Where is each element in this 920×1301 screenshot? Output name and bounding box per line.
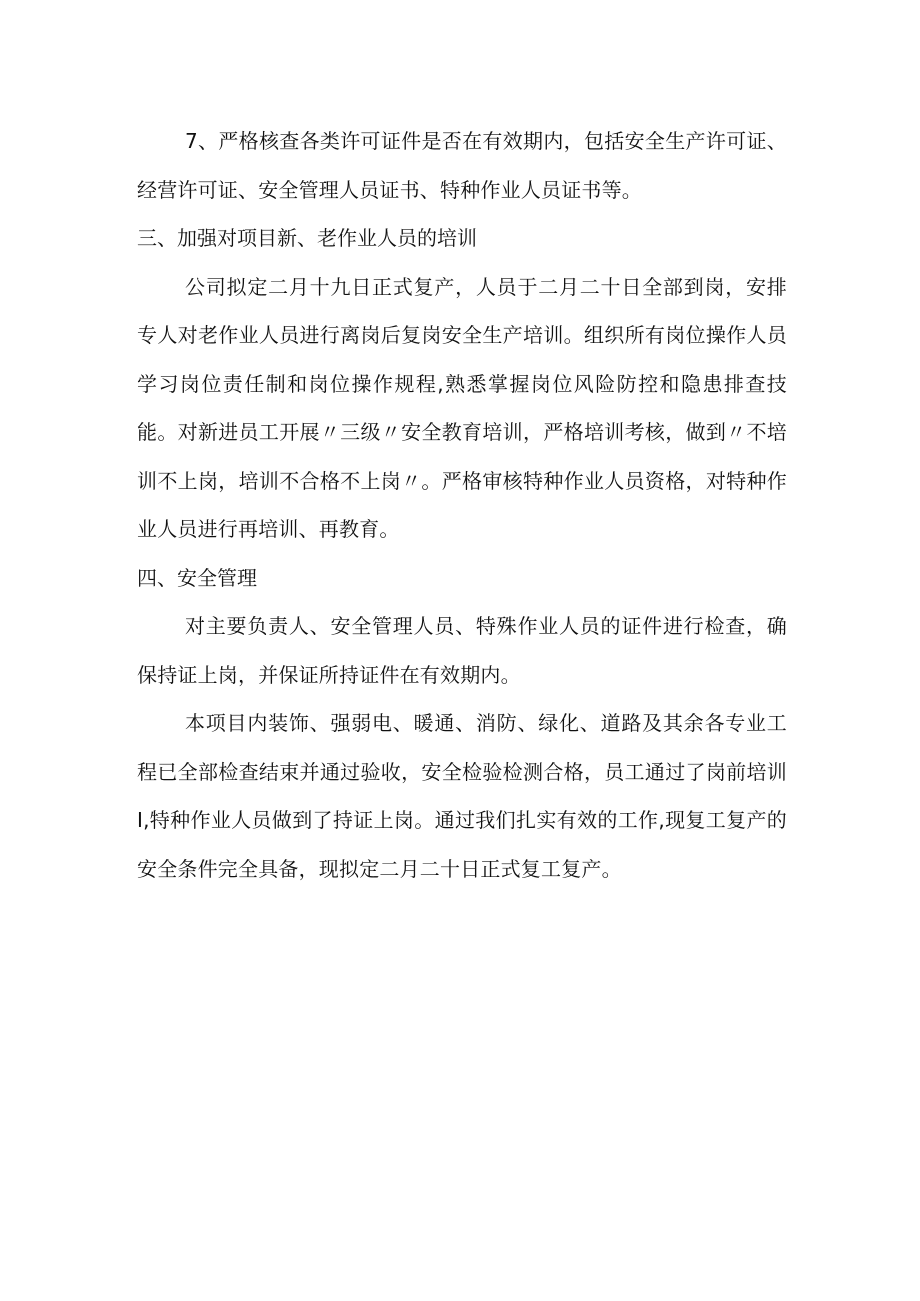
section-heading-training: 三、加强对项目新、老作业人员的培训: [137, 226, 477, 250]
paragraph-training: 公司拟定二月十九日正式复产，人员于二月二十日全部到岗，安排专人对老作业人员进行离岗后复岗安全生产培训。组织所有岗位操作人员学习岗位责任制和岗位操作规程,熟悉掌握岗位风险防控和隐患排查技能。对新进员工开展〃三级〃安全教育培训，严格培训考核，做到〃不培训不上岗，培训不合格不上岗〃。严格审核特种作业人员资格，对特种作业人员进行再培训、再教育。: [137, 274, 787, 541]
paragraph-conclusion: 本项目内装饰、强弱电、暖通、消防、绿化、道路及其余各专业工程已全部检查结束并通过验收，安全检验检测合格，员工通过了岗前培训I,特种作业人员做到了持证上岗。通过我们扎实有效的工作,现复工复产的安全条件完全具备，现拟定二月二十日正式复工复产。: [137, 711, 787, 881]
section-heading-safety-management: 四、安全管理: [137, 565, 257, 590]
paragraph-certificate-check: 对主要负责人、安全管理人员、特殊作业人员的证件进行检查，确保持证上岗，并保证所持证件在有效期内。: [137, 614, 787, 687]
paragraph-item-7: 7、严格核查各类许可证件是否在有效期内，包括安全生产许可证、经营许可证、安全管理人员证书、特种作业人员证书等。: [137, 129, 787, 202]
document-body: [137, 117, 787, 893]
